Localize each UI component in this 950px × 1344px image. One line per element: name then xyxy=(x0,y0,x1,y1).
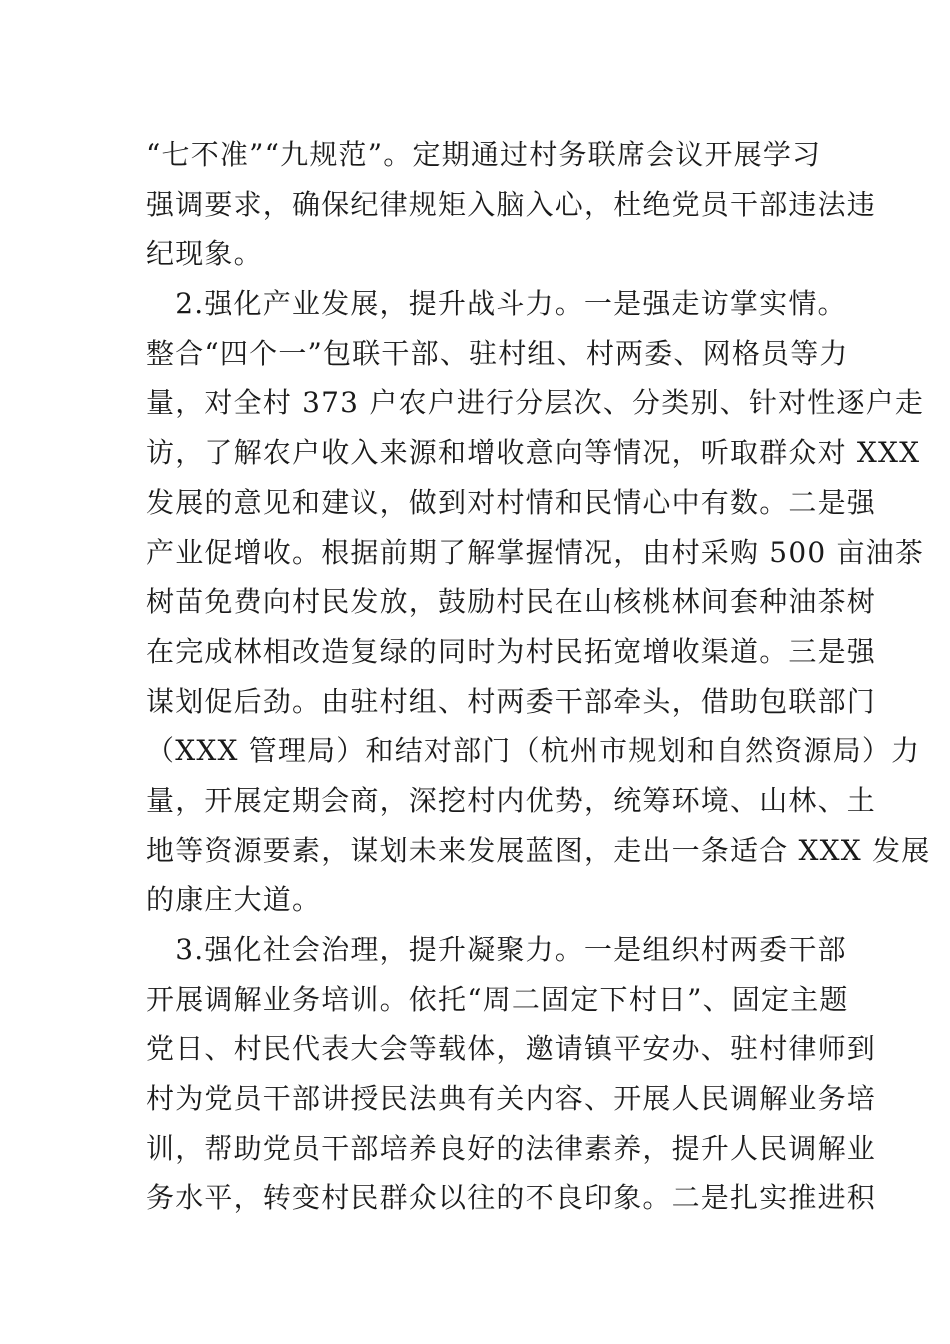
text-line: 在完成林相改造复绿的同时为村民拓宽增收渠道。三是强 xyxy=(146,634,877,668)
text-line: 务水平，转变村民群众以往的不良印象。二是扎实推进积 xyxy=(146,1181,877,1215)
text-line: 量，对全村 373 户农户进行分层次、分类别、针对性逐户走 xyxy=(146,386,925,420)
text-line: 党日、村民代表大会等载体，邀请镇平安办、驻村律师到 xyxy=(146,1032,877,1066)
text-line: 纪现象。 xyxy=(146,237,263,271)
text-line: “七不准”“九规范”。定期通过村务联席会议开展学习 xyxy=(146,138,822,171)
text-line: 村为党员干部讲授民法典有关内容、开展人民调解业务培 xyxy=(146,1082,877,1116)
text-line: 产业促增收。根据前期了解掌握情况，由村采购 500 亩油茶 xyxy=(146,535,925,569)
text-line: 2.强化产业发展，提升战斗力。一是强走访掌实情。 xyxy=(146,287,847,321)
text-line: 开展调解业务培训。依托“周二固定下村日”、固定主题 xyxy=(146,982,849,1016)
text-line: 的康庄大道。 xyxy=(146,883,322,917)
text-line: 训，帮助党员干部培养良好的法律素养，提升人民调解业 xyxy=(146,1131,877,1165)
text-line: （XXX 管理局）和结对部门（杭州市规划和自然资源局）力 xyxy=(146,734,921,768)
text-line: 整合“四个一”包联干部、驻村组、村两委、网格员等力 xyxy=(146,336,849,370)
body-text xyxy=(146,130,931,1223)
text-line: 强调要求，确保纪律规矩入脑入心，杜绝党员干部违法违 xyxy=(146,187,877,221)
text-line: 地等资源要素，谋划未来发展蓝图，走出一条适合 XXX 发展 xyxy=(146,833,931,867)
text-line: 访，了解农户收入来源和增收意向等情况，听取群众对 XXX xyxy=(146,436,921,470)
text-line: 3.强化社会治理，提升凝聚力。一是组织村两委干部 xyxy=(146,933,847,966)
text-line: 谋划促后劲。由驻村组、村两委干部牵头，借助包联部门 xyxy=(146,684,877,718)
text-line: 发展的意见和建议，做到对村情和民情心中有数。二是强 xyxy=(146,485,877,519)
text-line: 量，开展定期会商，深挖村内优势，统筹环境、山林、土 xyxy=(146,783,877,817)
text-line: 树苗免费向村民发放，鼓励村民在山核桃林间套种油茶树 xyxy=(146,585,877,619)
